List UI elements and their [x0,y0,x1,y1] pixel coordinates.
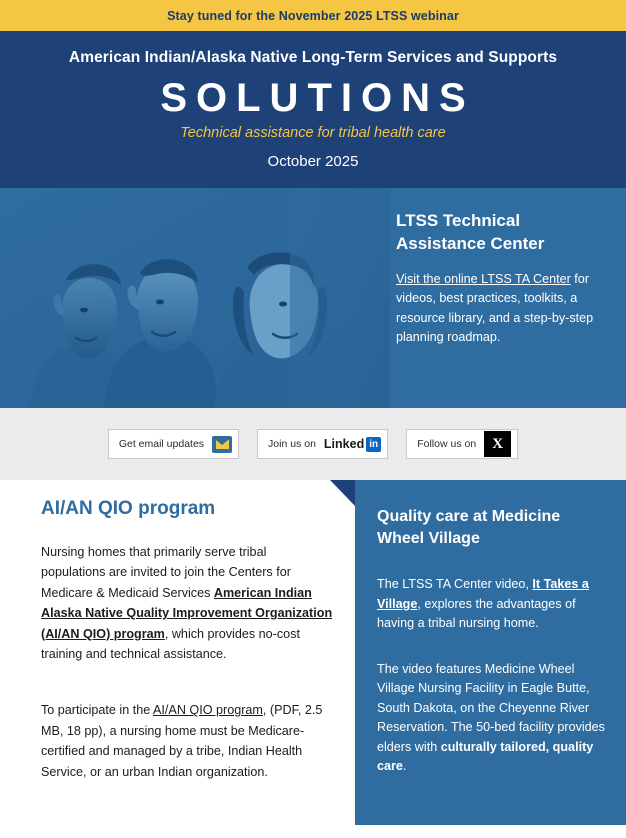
article-columns [0,480,626,825]
hero-text-block [390,188,626,408]
p2-before: To participate in the [41,703,154,718]
rp2-emphasis: culturally tailored, quality care [377,739,594,774]
three-elders-photo [0,188,390,408]
email-updates-label: Get email updates [118,438,205,450]
masthead-program-name: American Indian/Alaska Native Long-Term Services and Supports [68,49,558,66]
rp2-after: . [402,759,407,774]
right-article-paragraph-2 [377,660,606,777]
aian-qio-pdf-link[interactable]: AI/AN QIO program [153,703,263,718]
hero-body-rest: for videos, best practices, toolkits, a resource library, and a step-by-step planning roadmap. [396,271,594,345]
email-updates-button[interactable] [108,429,239,459]
social-links-bar [0,408,626,480]
masthead-issue-date: October 2025 [267,153,359,170]
announcement-banner [0,0,626,31]
hero-title: LTSS Technical Assistance Center [396,211,545,253]
right-article-title: Quality care at Medicine Wheel Village [377,508,561,547]
x-button[interactable] [406,429,518,459]
left-article-title: AI/AN QIO program [41,498,216,519]
left-article-paragraph-2 [41,700,333,782]
left-article-paragraph-1 [41,542,333,664]
rp1-before: The LTSS TA Center video, [377,577,533,592]
p2-after: , (PDF, 2.5 MB, 18 pp), a nursing home must be Medicare-certified and managed by a tribe, Indian Health Service, or an urban Indian organization. [41,703,323,779]
corner-fold [330,480,355,506]
linkedin-label: Join us on [268,438,316,450]
rp1-after: , explores the advantages of having a tribal nursing home. [377,596,576,631]
hero-body [396,270,608,348]
linkedin-mark: in [366,437,381,452]
linkedin-icon [324,437,381,452]
hero-section [0,188,626,408]
right-article-paragraph-1 [377,575,606,634]
rp2-before: The video features Medicine Wheel Village Nursing Facility in Eagle Butte, South Dakota, on the Cheyenne River Reservation. The 50-bed facility provides elders with [377,661,605,754]
left-article [0,480,355,825]
x-label: Follow us on [417,438,477,450]
p1-after: , which provides no-cost training and technical assistance. [41,626,300,661]
x-icon: X [484,431,511,457]
masthead [0,31,626,188]
announcement-text: Stay tuned for the November 2025 LTSS webinar [167,8,459,23]
p1-before: Nursing homes that primarily serve tribal populations are invited to join the Centers for Medicare & Medicaid Services [41,545,291,600]
ltss-ta-center-link[interactable]: Visit the online LTSS TA Center [396,271,571,286]
envelope-icon [212,436,232,453]
masthead-wordmark: SOLUTIONS [160,76,475,120]
linkedin-wordmark: Linked [323,437,365,451]
right-article [355,480,626,825]
linkedin-button[interactable] [257,429,388,459]
masthead-tagline: Technical assistance for tribal health care [180,125,446,141]
aian-qio-program-link[interactable]: American Indian Alaska Native Quality Improvement Organization (AI/AN QIO) program [41,585,333,641]
it-takes-a-village-link[interactable]: It Takes a Village [377,577,589,611]
